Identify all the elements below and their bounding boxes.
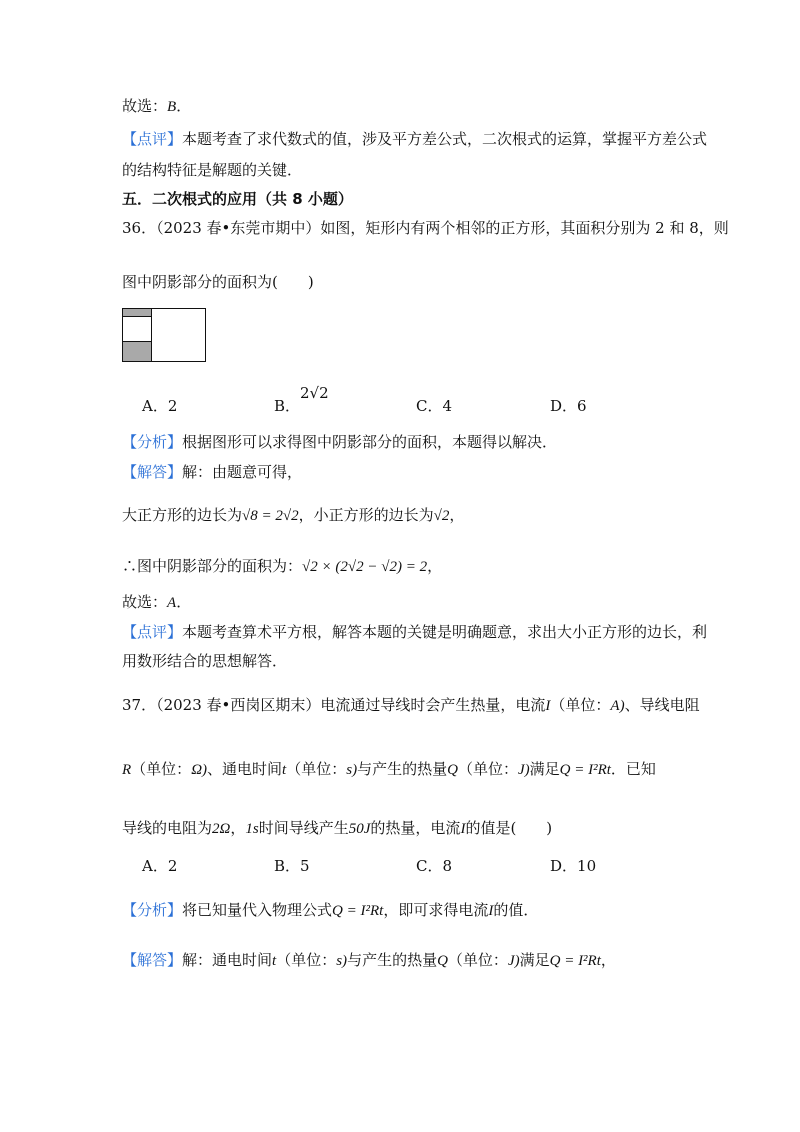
option-b-value (300, 383, 329, 403)
answer-blank: ( ) (510, 819, 553, 837)
math-symbol: J) (507, 953, 520, 969)
text: （单位： (447, 951, 508, 969)
answer-blank: ( ) (272, 273, 314, 291)
text: 解：通电时间 (182, 951, 273, 969)
option-label: C．8 (416, 857, 453, 875)
text: （单位： (131, 760, 192, 778)
analysis-37 (122, 900, 538, 921)
math-symbol: 50J (348, 821, 371, 837)
question-text: 37．（2023 春•西岗区期末）电流通过导线时会产生热量，电流 (122, 696, 546, 714)
solution-tag: 【解答】 (122, 463, 183, 481)
answer-letter: B (167, 99, 177, 115)
solution-36 (122, 462, 302, 482)
text: ，小正方形的边长为 (298, 506, 434, 524)
comment-text: 本题考查了求代数式的值，涉及平方差公式，二次根式的运算，掌握平方差公式 (182, 130, 708, 148)
text: ， (427, 557, 443, 575)
answer-line-1: 故选：B． (122, 97, 192, 115)
text: 时间导线产生 (258, 819, 349, 837)
math-symbol: s) (346, 762, 358, 778)
analysis-text: 根据图形可以求得图中阴影部分的面积，本题得以解决． (182, 433, 558, 451)
answer-letter: A (167, 595, 177, 611)
text: （单位： (286, 760, 347, 778)
math-expression: Q = I²Rt (332, 903, 384, 919)
math-expression: √2 (433, 508, 450, 524)
math-symbol: t (272, 953, 277, 969)
text: 的值． (493, 901, 539, 919)
math-symbol: Q (437, 953, 448, 969)
text: ， (600, 951, 616, 969)
text: 满足 (529, 760, 560, 778)
text: 、导线电阻 (624, 696, 700, 714)
rectangle-figure (122, 308, 206, 362)
comment-36-line-2 (122, 651, 287, 671)
text: 的值是 (465, 819, 511, 837)
option-37-a (142, 856, 177, 876)
option-label: D．10 (550, 857, 597, 875)
question-37-line-1 (122, 695, 700, 716)
math-expression: Q = I²Rt (559, 762, 611, 778)
math-symbol: 2Ω (212, 821, 231, 837)
text: 故选： (122, 593, 168, 611)
question-37-line-2 (122, 759, 656, 780)
math-symbol: Q (447, 762, 458, 778)
option-label: A．2 (142, 857, 178, 875)
text: 导线的电阻为 (122, 819, 213, 837)
option-a (142, 396, 177, 416)
comment-text: 用数形结合的思想解答． (122, 652, 288, 670)
option-label: B．5 (274, 857, 310, 875)
text: 、通电时间 (207, 760, 283, 778)
section-title: 五．二次根式的应用（共 8 小题） (122, 190, 353, 208)
comment-line-2 (122, 160, 302, 180)
question-37-line-3 (122, 818, 552, 839)
text: （单位： (457, 760, 518, 778)
answer-line-2: 故选：A． (122, 593, 192, 611)
text: 故选： (122, 97, 168, 115)
text: 的热量，电流 (370, 819, 461, 837)
text: （单位： (550, 696, 611, 714)
option-37-d (550, 856, 596, 876)
question-36-line-2 (122, 272, 314, 292)
math-expression: √8 = 2√2 (242, 508, 299, 524)
option-d (550, 396, 587, 416)
solution-37 (122, 950, 616, 971)
option-37-c (416, 856, 452, 876)
math-symbol: Ω) (191, 762, 208, 778)
math-expression: √2 × (2√2 − √2) = 2 (302, 559, 428, 575)
option-label: A．2 (142, 397, 178, 415)
question-text: 36．（2023 春•东莞市期中）如图，矩形内有两个相邻的正方形，其面积分别为 2 和 8，则 (122, 219, 729, 237)
option-label: B． (274, 397, 301, 415)
solution-36-line-2 (122, 505, 464, 526)
math-symbol: I (545, 698, 551, 714)
analysis-tag: 【分析】 (122, 433, 183, 451)
text: 将已知量代入物理公式 (182, 901, 333, 919)
comment-36-line-1 (122, 622, 707, 642)
comment-line-1 (122, 129, 707, 149)
math-symbol: A) (610, 698, 625, 714)
text: 满足 (519, 951, 550, 969)
question-text: 图中阴影部分的面积为 (122, 273, 273, 291)
math-symbol: t (282, 762, 287, 778)
solution-text: 解：由题意可得， (182, 463, 303, 481)
math-symbol: I (488, 903, 494, 919)
text: ， (230, 819, 246, 837)
math-symbol: R (122, 762, 132, 778)
option-value: 2√2 (300, 384, 329, 402)
math-symbol: s) (336, 953, 348, 969)
analysis-36 (122, 432, 557, 452)
shaded-region-bottom (123, 342, 152, 361)
text: ， (449, 506, 465, 524)
comment-text: 的结构特征是解题的关键． (122, 161, 303, 179)
option-b (274, 396, 300, 416)
option-label: C．4 (416, 397, 453, 415)
math-symbol: I (460, 821, 466, 837)
text: 与产生的热量 (357, 760, 448, 778)
comment-text: 本题考查算术平方根，解答本题的关键是明确题意，求出大小正方形的边长，利 (182, 623, 708, 641)
question-36-line-1 (122, 218, 729, 238)
text: ∴图中阴影部分的面积为： (122, 557, 303, 575)
text: 与产生的热量 (347, 951, 438, 969)
comment-tag: 【点评】 (122, 130, 183, 148)
text: 大正方形的边长为 (122, 506, 243, 524)
math-symbol: J) (517, 762, 530, 778)
option-label: D．6 (550, 397, 587, 415)
small-square (123, 316, 152, 342)
text: ，即可求得电流 (383, 901, 489, 919)
text: （单位： (276, 951, 337, 969)
text: ．已知 (610, 760, 656, 778)
solution-tag: 【解答】 (122, 951, 183, 969)
analysis-tag: 【分析】 (122, 901, 183, 919)
solution-36-line-3 (122, 556, 442, 577)
comment-tag: 【点评】 (122, 623, 183, 641)
option-c (416, 396, 452, 416)
section-heading (122, 189, 353, 209)
option-37-b (274, 856, 310, 876)
math-expression: Q = I²Rt (549, 953, 601, 969)
math-symbol: 1s (245, 821, 259, 837)
